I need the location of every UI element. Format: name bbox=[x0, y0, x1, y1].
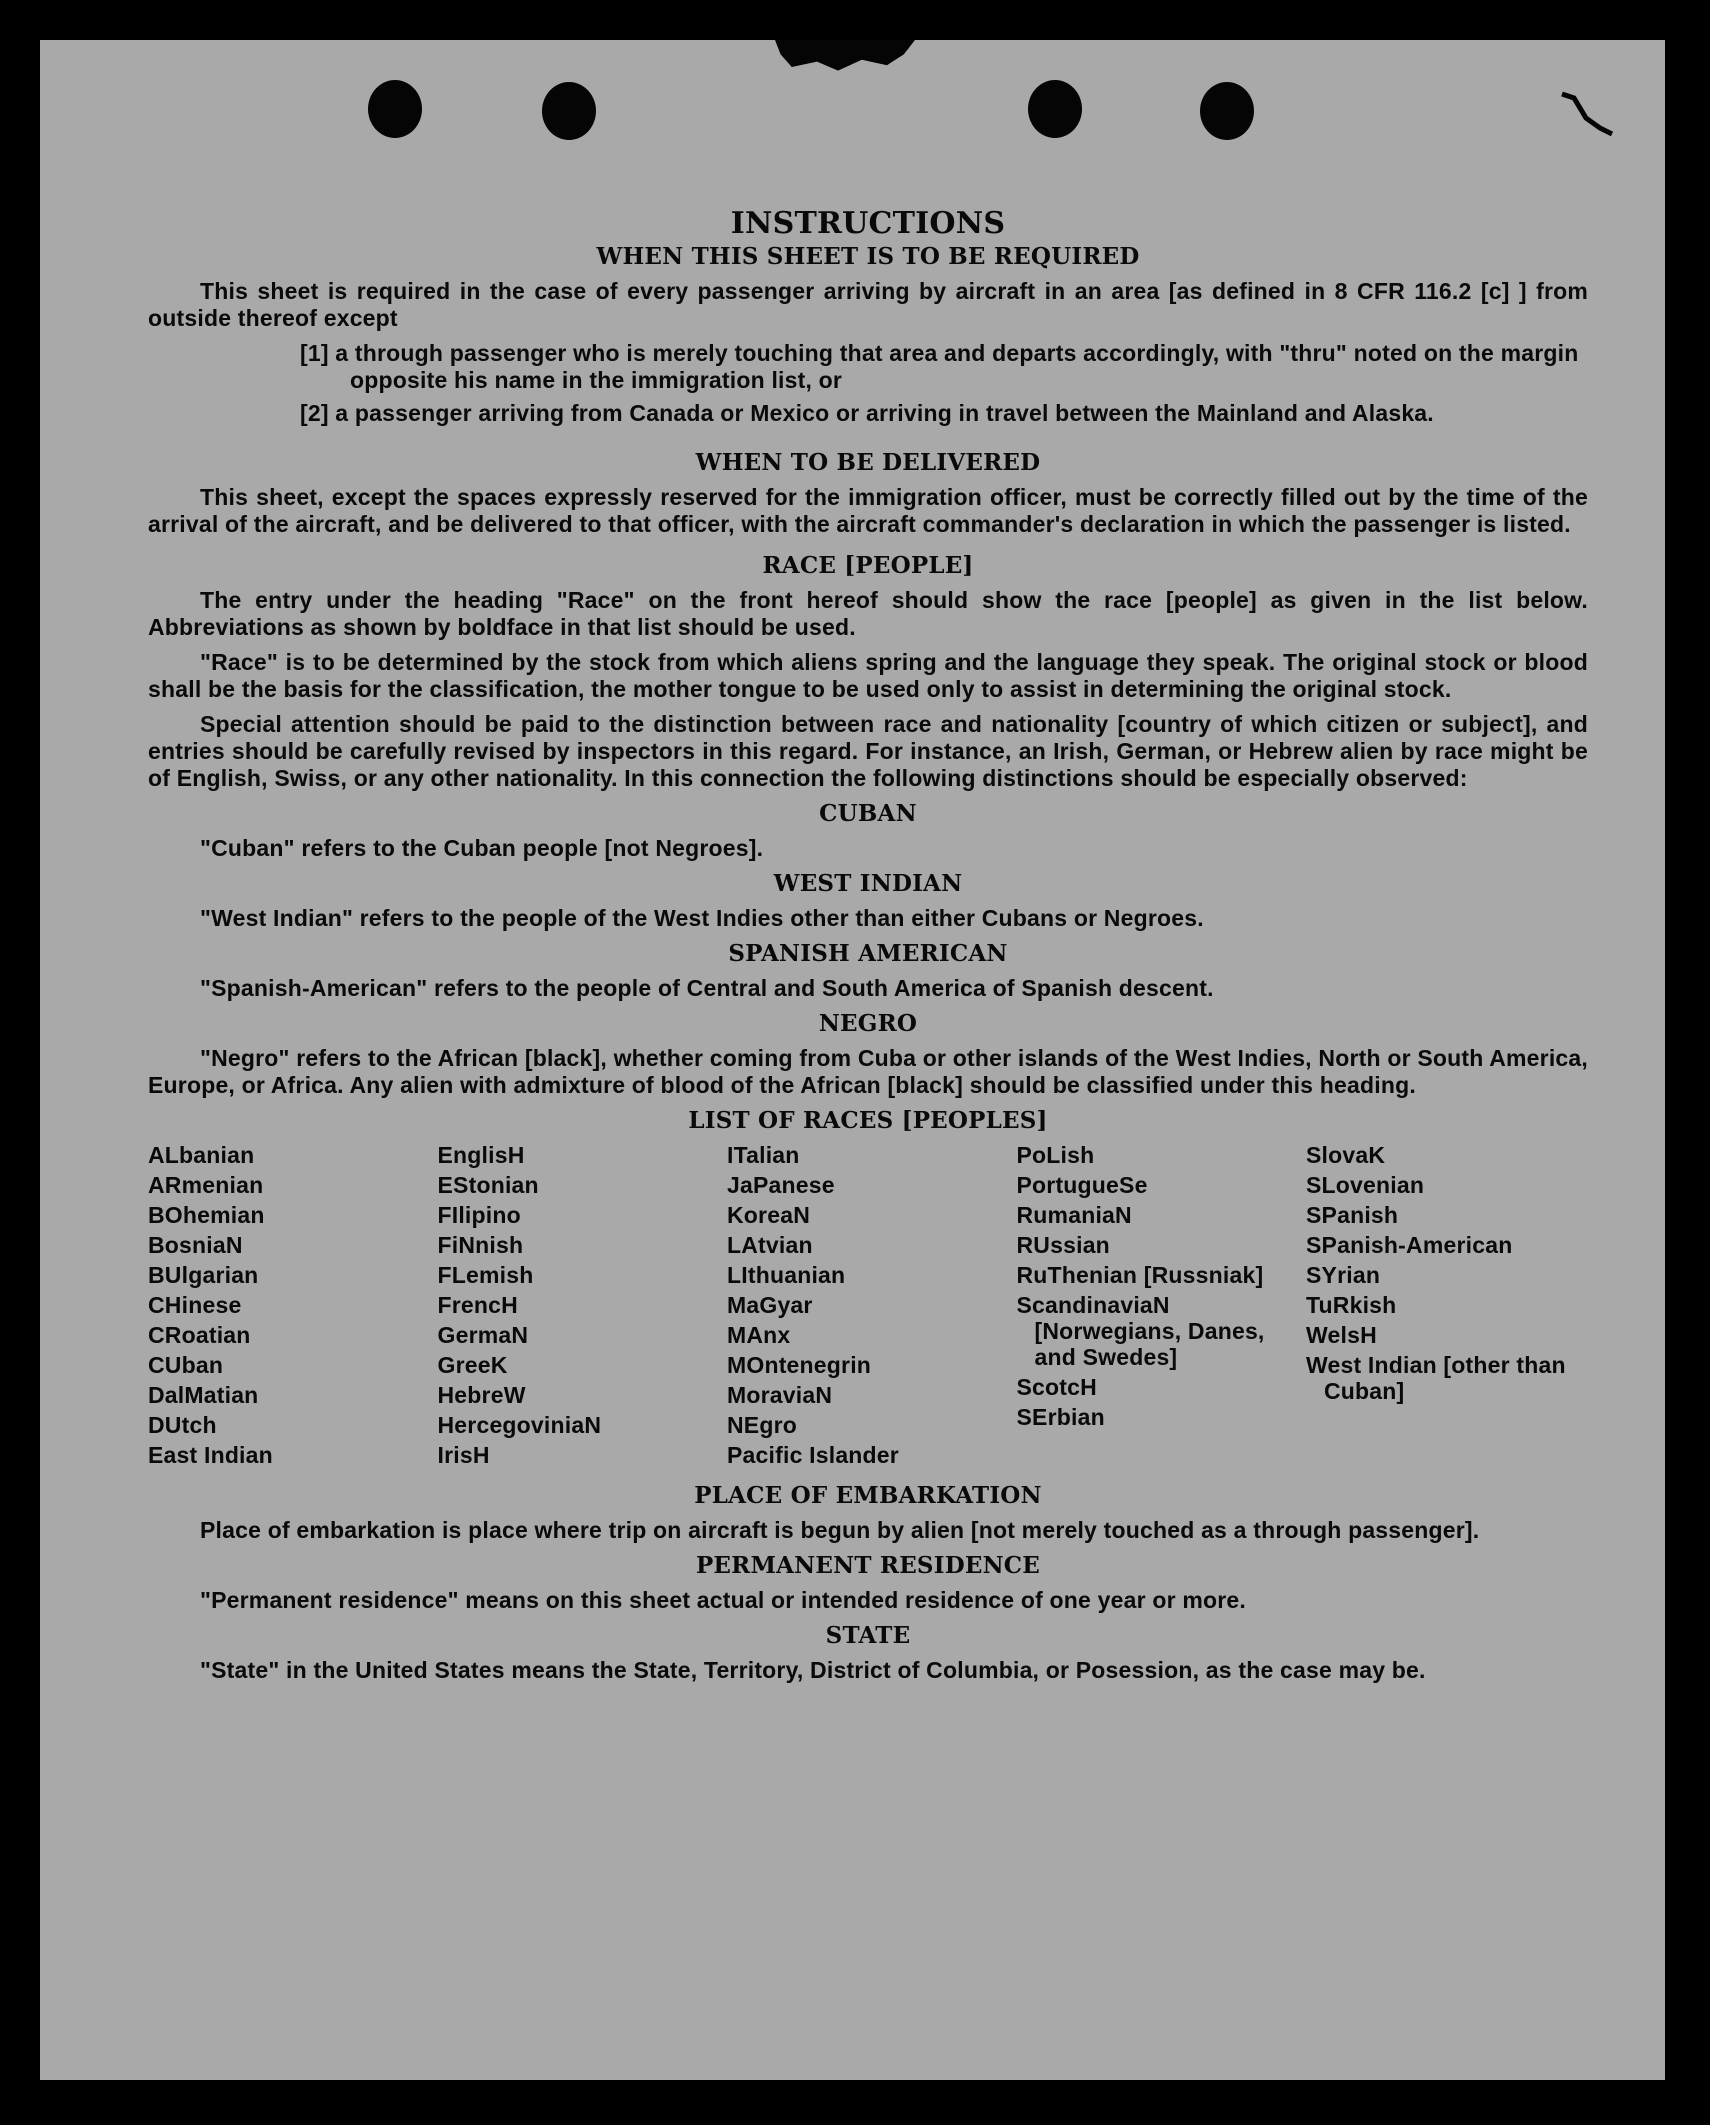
race-entry: MOntenegrin bbox=[727, 1352, 872, 1378]
race-entry: ScandinaviaN [Norwegians, Danes, and Swedes] bbox=[1016, 1292, 1265, 1370]
heading-race: RACE [PEOPLE] bbox=[762, 552, 974, 579]
race-entry: MAnx bbox=[727, 1322, 791, 1348]
race-entry: CRoatian bbox=[148, 1322, 251, 1348]
race-entry: ITalian bbox=[727, 1142, 800, 1168]
race-entry: DUtch bbox=[148, 1412, 217, 1438]
paragraph-embarkation: Place of embarkation is place where trip on aircraft is begun by alien [not merely touched as a through passenger]. bbox=[200, 1517, 1480, 1543]
races-list bbox=[148, 1142, 1588, 1472]
punch-hole bbox=[542, 82, 596, 140]
race-entry: PortugueSe bbox=[1016, 1172, 1148, 1198]
race-entry: FiNnish bbox=[437, 1232, 524, 1258]
paragraph-when-delivered: This sheet, except the spaces expressly reserved for the immigration officer, must be correctly filled out by the time of the arrival of the aircraft, and be delivered to that officer, with the aircraft commander's declaration in which the passenger is listed. bbox=[148, 484, 1588, 537]
race-entry: RUssian bbox=[1016, 1232, 1110, 1258]
paragraph-state: "State" in the United States means the State, Territory, District of Columbia, or Posession, as the case may be. bbox=[200, 1657, 1426, 1683]
corner-mark bbox=[1560, 88, 1630, 148]
paragraph-race: The entry under the heading "Race" on the front hereof should show the race [people] as given in the list below. Abbreviations as shown by boldface in that list should be used. bbox=[148, 587, 1588, 640]
race-entry: CUban bbox=[148, 1352, 224, 1378]
condition-item: [2] a passenger arriving from Canada or Mexico or arriving in travel between the Mainland and Alaska. bbox=[300, 400, 1434, 426]
race-entry: BOhemian bbox=[148, 1202, 265, 1228]
paragraph-when-required: This sheet is required in the case of every passenger arriving by aircraft in an area [as defined in 8 CFR 116.2 [c] ] from outside thereof except bbox=[148, 278, 1588, 331]
paragraph-race: "Race" is to be determined by the stock from which aliens spring and the language they speak. The original stock or blood shall be the basis for the classification, the mother tongue to be used only to assist in determining the original stock. bbox=[148, 649, 1588, 702]
paragraph-cuban: "Cuban" refers to the Cuban people [not Negroes]. bbox=[200, 835, 764, 861]
race-entry: LAtvian bbox=[727, 1232, 813, 1258]
race-entry: FLemish bbox=[437, 1262, 534, 1288]
paragraph-race: Special attention should be paid to the distinction between race and nationality [country of which citizen or subject], and entries should be carefully revised by inspectors in this regard. For instance, an Irish, German, or Hebrew alien by race might be of English, Swiss, or any other nationality. In this connection the following distinctions should be especially observed: bbox=[148, 711, 1588, 791]
condition-item: [1] a through passenger who is merely touching that area and departs accordingly, with "thru" noted on the margin opposite his name in the immigration list, or bbox=[300, 340, 1579, 393]
heading-west-indian: WEST INDIAN bbox=[773, 870, 963, 897]
race-entry: TuRkish bbox=[1306, 1292, 1397, 1318]
instructions-content bbox=[148, 206, 1588, 1692]
races-column bbox=[438, 1142, 720, 1472]
race-entry: CHinese bbox=[148, 1292, 242, 1318]
heading-when-delivered: WHEN TO BE DELIVERED bbox=[695, 449, 1041, 476]
race-entry: GreeK bbox=[437, 1352, 508, 1378]
race-entry: FIlipino bbox=[437, 1202, 521, 1228]
race-entry: DalMatian bbox=[148, 1382, 259, 1408]
punch-hole bbox=[1028, 80, 1082, 138]
heading-when-required: WHEN THIS SHEET IS TO BE REQUIRED bbox=[596, 243, 1140, 270]
race-entry: FrencH bbox=[437, 1292, 518, 1318]
document-sheet bbox=[40, 40, 1665, 2080]
paragraph-permanent-residence: "Permanent residence" means on this sheet actual or intended residence of one year or more. bbox=[200, 1587, 1246, 1613]
race-entry: MaGyar bbox=[727, 1292, 813, 1318]
paragraph-negro: "Negro" refers to the African [black], whether coming from Cuba or other islands of the West Indies, North or South America, Europe, or Africa. Any alien with admixture of blood of the African [black] should be classified under this heading. bbox=[148, 1045, 1588, 1098]
document-title: INSTRUCTIONS bbox=[730, 206, 1006, 241]
heading-spanish-american: SPANISH AMERICAN bbox=[728, 940, 1008, 967]
race-entry: RumaniaN bbox=[1016, 1202, 1132, 1228]
race-entry: SLovenian bbox=[1306, 1172, 1425, 1198]
punch-hole bbox=[368, 80, 422, 138]
paragraph-spanish-american: "Spanish-American" refers to the people of Central and South America of Spanish descent. bbox=[200, 975, 1214, 1001]
torn-edge bbox=[775, 40, 915, 76]
race-entry: WelsH bbox=[1306, 1322, 1377, 1348]
race-entry: HercegoviniaN bbox=[437, 1412, 602, 1438]
race-entry: East Indian bbox=[148, 1442, 273, 1468]
race-entry: SPanish bbox=[1306, 1202, 1399, 1228]
race-entry: EnglisH bbox=[437, 1142, 525, 1168]
race-entry: SYrian bbox=[1306, 1262, 1381, 1288]
race-entry: JaPanese bbox=[727, 1172, 835, 1198]
punch-hole bbox=[1200, 82, 1254, 140]
race-entry: West Indian [other than Cuban] bbox=[1306, 1352, 1566, 1404]
race-entry: SPanish-American bbox=[1306, 1232, 1513, 1258]
race-entry: MoraviaN bbox=[727, 1382, 833, 1408]
heading-list-of-races: LIST OF RACES [PEOPLES] bbox=[688, 1107, 1048, 1134]
race-entry: ScotcH bbox=[1016, 1374, 1097, 1400]
race-entry: HebreW bbox=[437, 1382, 526, 1408]
heading-state: STATE bbox=[825, 1622, 911, 1649]
races-column bbox=[1017, 1142, 1299, 1472]
heading-negro: NEGRO bbox=[818, 1010, 918, 1037]
paragraph-west-indian: "West Indian" refers to the people of the West Indies other than either Cubans or Negroes. bbox=[200, 905, 1204, 931]
race-entry: GermaN bbox=[437, 1322, 529, 1348]
races-column bbox=[727, 1142, 1009, 1472]
race-entry: NEgro bbox=[727, 1412, 797, 1438]
race-entry: SlovaK bbox=[1306, 1142, 1386, 1168]
race-entry: KoreaN bbox=[727, 1202, 811, 1228]
race-entry: LIthuanian bbox=[727, 1262, 846, 1288]
heading-permanent-residence: PERMANENT RESIDENCE bbox=[695, 1552, 1041, 1579]
race-entry: ALbanian bbox=[148, 1142, 255, 1168]
races-column bbox=[148, 1142, 430, 1472]
race-entry: Pacific Islander bbox=[727, 1442, 899, 1468]
race-entry: PoLish bbox=[1016, 1142, 1095, 1168]
race-entry: BUlgarian bbox=[148, 1262, 259, 1288]
race-entry: BosniaN bbox=[148, 1232, 243, 1258]
race-entry: ARmenian bbox=[148, 1172, 264, 1198]
race-entry: SErbian bbox=[1016, 1404, 1105, 1430]
race-entry: EStonian bbox=[437, 1172, 539, 1198]
race-entry: IrisH bbox=[437, 1442, 490, 1468]
race-entry: RuThenian [Russniak] bbox=[1016, 1262, 1264, 1288]
races-column bbox=[1306, 1142, 1588, 1472]
heading-cuban: CUBAN bbox=[819, 800, 917, 827]
heading-embarkation: PLACE OF EMBARKATION bbox=[694, 1482, 1042, 1509]
